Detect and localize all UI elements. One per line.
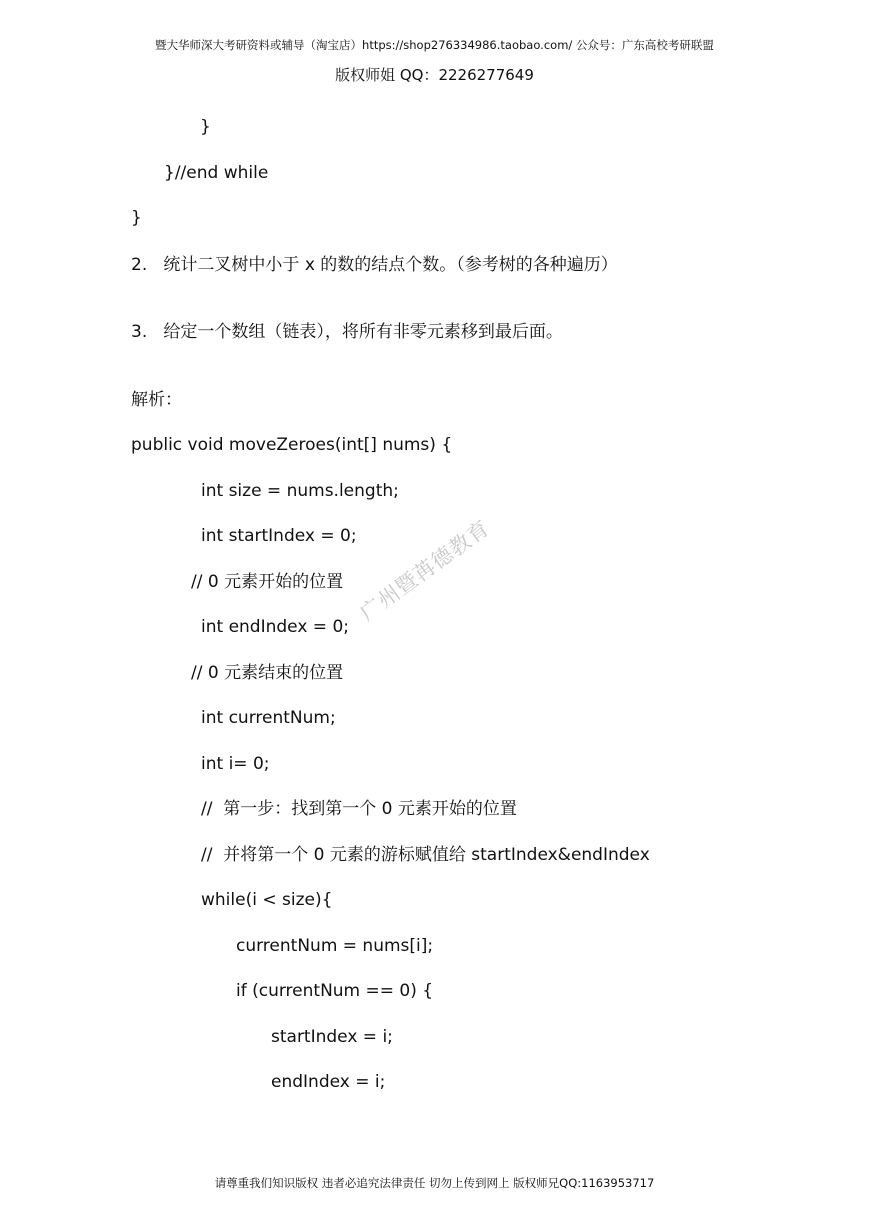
question-2: 2. 统计二叉树中小于 x 的数的结点个数。（参考树的各种遍历） xyxy=(131,255,618,275)
code-comment: // 0 元素开始的位置 xyxy=(191,572,344,592)
code-line: int size = nums.length; xyxy=(201,481,399,501)
code-line: public void moveZeroes(int[] nums) { xyxy=(131,435,453,455)
code-line: while(i < size){ xyxy=(201,890,333,910)
watermark: 广州暨苒德教育 xyxy=(355,515,495,626)
code-line: int i= 0; xyxy=(201,754,270,774)
code-line: int endIndex = 0; xyxy=(201,617,349,637)
header-source-line: 暨大华师深大考研资料或辅导（淘宝店）https://shop276334986.taobao.com/ 公众号：广东高校考研联盟 xyxy=(155,38,714,52)
footer-copyright-notice: 请尊重我们知识版权 违者必追究法律责任 切勿上传到网上 版权师兄QQ:1163953717 xyxy=(214,1176,655,1190)
analysis-heading: 解析： xyxy=(131,390,182,410)
code-line: int currentNum; xyxy=(201,708,336,728)
code-comment: // 第一步：找到第一个 0 元素开始的位置 xyxy=(201,799,517,819)
code-line: endIndex = i; xyxy=(271,1072,386,1092)
code-line: int startIndex = 0; xyxy=(201,526,357,546)
code-line: if (currentNum == 0) { xyxy=(236,981,434,1001)
code-line: } xyxy=(131,208,142,228)
code-line: currentNum = nums[i]; xyxy=(236,936,434,956)
code-line: }//end while xyxy=(164,163,269,183)
code-comment: // 0 元素结束的位置 xyxy=(191,663,344,683)
code-line: startIndex = i; xyxy=(271,1027,393,1047)
header-copyright-line: 版权师姐 QQ：2226277649 xyxy=(335,66,534,84)
code-line: } xyxy=(200,117,211,137)
code-comment: // 并将第一个 0 元素的游标赋值给 startIndex&endIndex xyxy=(201,845,650,865)
question-3: 3. 给定一个数组（链表），将所有非零元素移到最后面。 xyxy=(131,322,563,342)
